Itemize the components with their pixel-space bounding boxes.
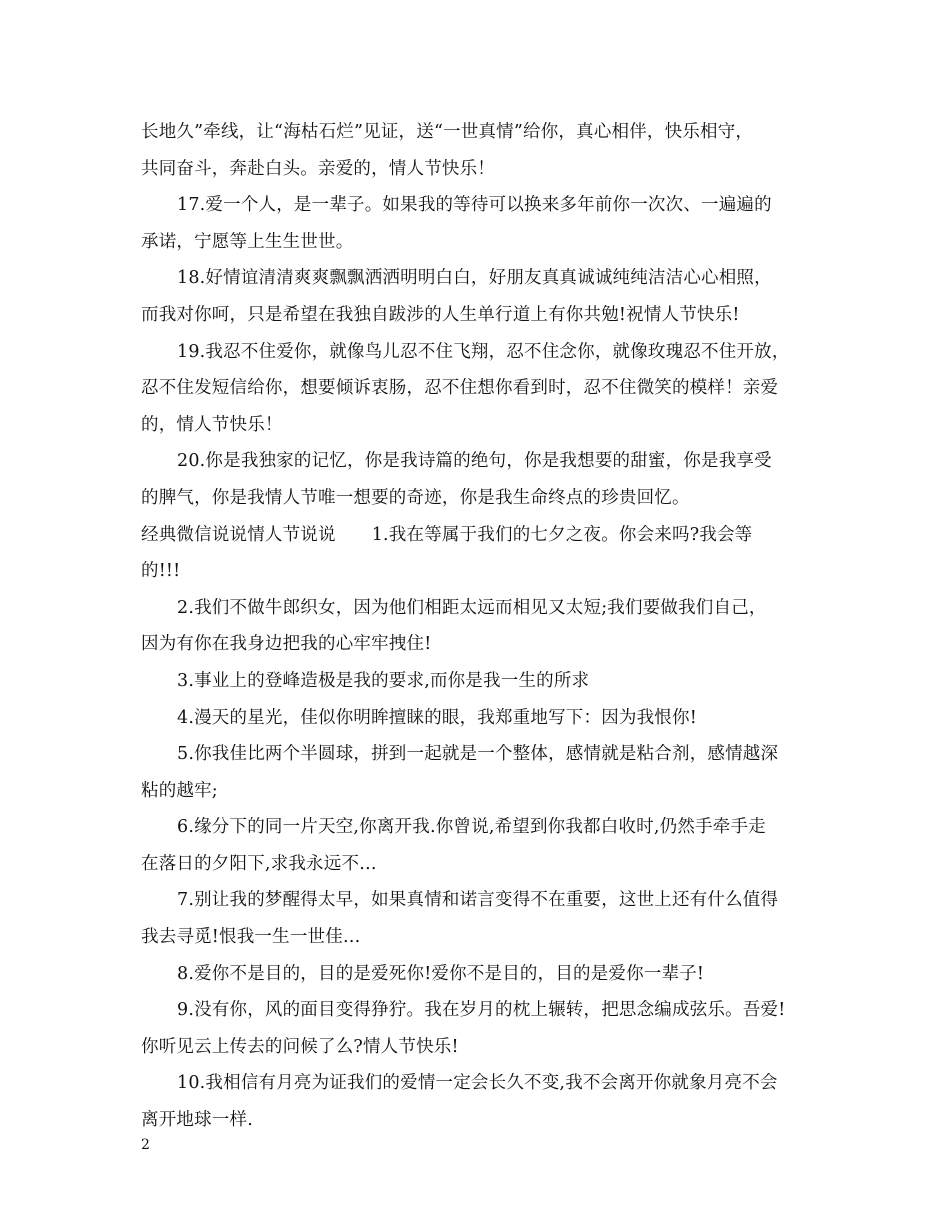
paragraph-17-start: 17.爱一个人，是一辈子。如果我的等待可以换来多年前你一次次、一遍遍的: [177, 195, 772, 216]
text-line: 离开地球一样.: [141, 1110, 253, 1131]
item-3: 3.事业上的登峰造极是我的要求,而你是我一生的所求: [177, 670, 590, 691]
text-line: 共同奋斗，奔赴白头。亲爱的，情人节快乐！: [141, 158, 495, 179]
text-line: 的脾气，你是我情人节唯一想要的奇迹，你是我生命终点的珍贵回忆。: [141, 487, 690, 508]
item-4: 4.漫天的星光，佳似你明眸擅睐的眼，我郑重地写下：因为我恨你!: [177, 707, 697, 728]
page-number: 2: [141, 1137, 150, 1153]
text-line: 因为有你在我身边把我的心牢牢拽住!: [141, 634, 432, 655]
text-line: 长地久”牵线，让“海枯石烂”见证，送“一世真情”给你，真心相伴，快乐相守，: [141, 122, 754, 142]
document-body: [141, 114, 813, 1139]
item-5-start: 5.你我佳比两个半圆球，拼到一起就是一个整体，感情就是粘合剂，感情越深: [177, 744, 779, 765]
item-8: 8.爱你不是目的，目的是爱死你!爱你不是目的，目的是爱你一辈子!: [177, 963, 705, 984]
paragraph-19-start: 19.我忍不住爱你，就像鸟儿忍不住飞翔，忍不住念你，就像玫瑰忍不住开放，: [177, 341, 790, 362]
item-10-start: 10.我相信有月亮为证我们的爱情一定会长久不变,我不会离开你就象月亮不会: [177, 1073, 778, 1094]
text-line: 粘的越牢;: [141, 780, 218, 801]
text-line: 在落日的夕阳下,求我永远不…: [141, 853, 377, 874]
item-2-start: 2.我们不做牛郎织女，因为他们相距太远而相见又太短;我们要做我们自己，: [177, 597, 767, 618]
item-1-start: 1.我在等属于我们的七夕之夜。你会来吗?我会等: [371, 524, 753, 545]
text-line: 你听见云上传去的问候了么?情人节快乐!: [141, 1036, 459, 1057]
paragraph-18-start: 18.好情谊清清爽爽飘飘洒洒明明白白，好朋友真真诚诚纯纯洁洁心心相照，: [177, 268, 772, 289]
text-line: 忍不住发短信给你，想要倾诉衷肠，忍不住想你看到时，忍不住微笑的模样！亲爱: [141, 378, 779, 399]
text-line: 而我对你呵，只是希望在我独自跋涉的人生单行道上有你共勉!祝情人节快乐!: [141, 304, 740, 325]
section-heading-line: [141, 517, 813, 554]
item-9-start: 9.没有你，风的面目变得狰狞。我在岁月的枕上辗转，把思念编成弦乐。吾爱!: [177, 1000, 786, 1021]
text-line: 的!!!: [141, 561, 181, 582]
item-6-start: 6.缘分下的同一片天空,你离开我.你曾说,希望到你我都白收时,仍然手牵手走: [177, 817, 766, 838]
item-7-start: 7.别让我的梦醒得太早，如果真情和诺言变得不在重要，这世上还有什么值得: [177, 890, 779, 911]
section-heading: 经典微信说说情人节说说: [141, 524, 336, 545]
text-line: 我去寻觅!恨我一生一世佳…: [141, 927, 361, 948]
paragraph-20-start: 20.你是我独家的记忆，你是我诗篇的绝句，你是我想要的甜蜜，你是我享受: [177, 451, 772, 472]
text-line: 的，情人节快乐！: [141, 414, 283, 435]
text-line: 承诺，宁愿等上生生世世。: [141, 231, 354, 252]
